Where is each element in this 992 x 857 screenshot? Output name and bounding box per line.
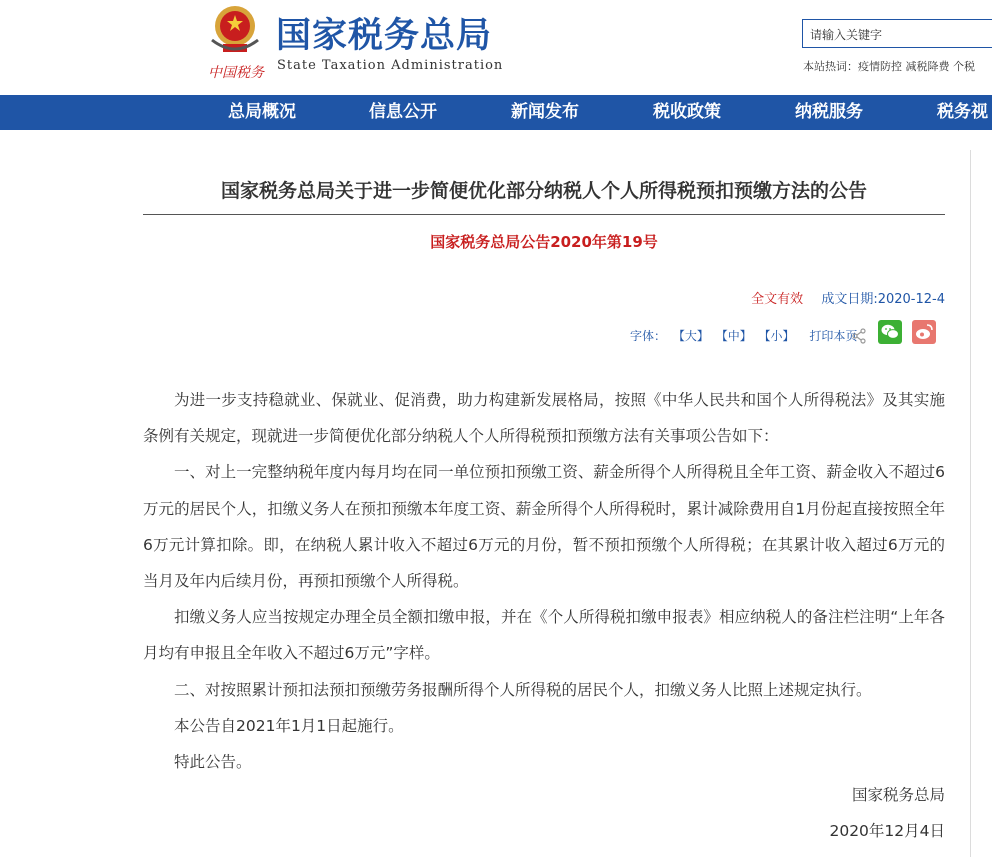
site-logo-subtitle: State Taxation Administration — [277, 58, 504, 73]
site-header — [0, 0, 992, 95]
china-tax-stamp: 中国税务 — [208, 65, 264, 81]
nav-item-service[interactable]: 纳税服务 — [795, 102, 863, 122]
paragraph: 本公告自2021年1月1日起施行。 — [174, 716, 404, 735]
print-button[interactable]: 打印本页 — [809, 329, 858, 343]
site-logo-title[interactable]: 国家税务总局 — [276, 16, 493, 56]
article-body — [143, 382, 945, 780]
font-large-button[interactable]: 【大】 — [672, 329, 709, 343]
paragraph: 扣缴义务人应当按规定办理全员全额扣缴申报，并在《个人所得税扣缴申报表》相应纳税人的备注栏注明“上年各月均有申报且全年收入不超过6万元”字样。 — [143, 608, 945, 663]
nav-item-policy[interactable]: 税收政策 — [653, 102, 721, 122]
nav-item-tax-video[interactable]: 税务视 — [937, 102, 988, 122]
nav-item-overview[interactable]: 总局概况 — [228, 102, 296, 122]
font-small-button[interactable]: 【小】 — [758, 329, 795, 343]
hot-search-links[interactable]: 本站热词：疫情防控 减税降费 个税 — [803, 60, 975, 73]
search-input[interactable]: 请输入关键字 — [802, 19, 992, 48]
validity-status: 全文有效 — [751, 292, 804, 307]
document-number: 国家税务总局公告2020年第19号 — [430, 233, 658, 251]
paragraph: 特此公告。 — [174, 753, 252, 772]
main-nav — [0, 95, 992, 130]
sign-date: 2020年12月4日 — [829, 822, 945, 840]
wechat-icon[interactable] — [878, 320, 902, 344]
font-size-label: 字体： — [630, 329, 667, 343]
font-medium-button[interactable]: 【中】 — [715, 329, 752, 343]
content-divider — [970, 150, 971, 857]
article-title: 国家税务总局关于进一步简便优化部分纳税人个人所得税预扣预缴方法的公告 — [220, 180, 867, 202]
national-emblem-icon[interactable] — [204, 2, 266, 62]
nav-item-news[interactable]: 新闻发布 — [511, 102, 579, 122]
paragraph: 一、对上一完整纳税年度内每月均在同一单位预扣预缴工资、薪金所得个人所得税且全年工资、薪金收入不超过6万元的居民个人，扣缴义务人在预扣预缴本年度工资、薪金所得个人所得税时，累计减除费用自1月份起直接按照全年6万元计算扣除。即，在纳税人累计收入不超过6万元的月份，暂不预扣预缴个人所得税；在其累计收入超过6万元的当月及年内后续月份，再预扣预缴个人所得税。 — [143, 463, 945, 591]
paragraph: 为进一步支持稳就业、保就业、促消费，助力构建新发展格局，按照《中华人民共和国个人所得税法》及其实施条例有关规定，现就进一步简便优化部分纳税人个人所得税预扣预缴方法有关事项公告如下： — [143, 391, 945, 446]
weibo-icon[interactable] — [912, 320, 936, 344]
share-icon[interactable] — [851, 328, 867, 344]
issue-date: 成文日期:2020-12-4 — [821, 292, 945, 307]
title-underline — [143, 214, 945, 215]
article-tools — [630, 327, 860, 344]
signature: 国家税务总局 — [851, 786, 945, 804]
paragraph: 二、对按照累计预扣法预扣预缴劳务报酬所得个人所得税的居民个人，扣缴义务人比照上述规定执行。 — [174, 680, 872, 699]
article-meta — [751, 288, 945, 307]
nav-item-disclosure[interactable]: 信息公开 — [369, 102, 437, 122]
